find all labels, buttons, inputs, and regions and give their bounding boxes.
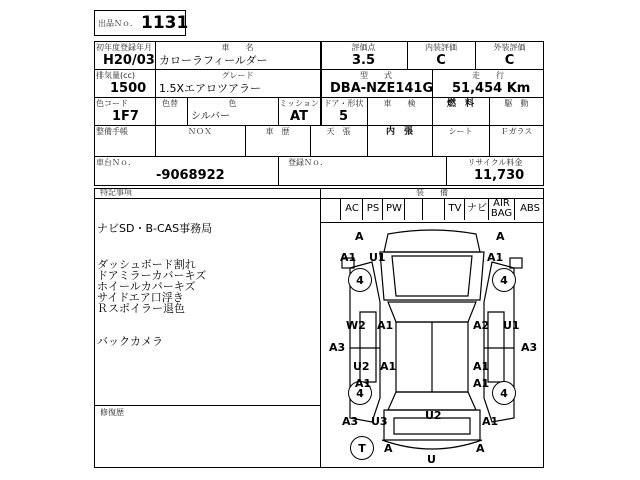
damage-mark: A bbox=[496, 230, 505, 243]
doors-value: 5 bbox=[339, 109, 349, 124]
damage-mark: U bbox=[427, 453, 436, 466]
score-value: 3.5 bbox=[351, 53, 376, 68]
color-value: シルバー bbox=[191, 111, 231, 122]
note-line: サイドエア口浮き bbox=[97, 291, 184, 304]
inspection-label: 車 検 bbox=[383, 99, 416, 108]
color-code-value: 1F7 bbox=[112, 109, 139, 124]
model-value: DBA-NZE141G bbox=[330, 81, 434, 96]
year-value: H20/03 bbox=[103, 53, 155, 68]
score-label: 評価点 bbox=[351, 43, 376, 52]
lot-number-value: 1131 bbox=[141, 13, 189, 33]
damage-mark: A1 bbox=[377, 319, 394, 332]
damage-mark: U3 bbox=[371, 415, 388, 428]
model-label: 型 式 bbox=[360, 71, 392, 80]
equip-airbag bbox=[488, 198, 514, 220]
damage-mark: A1 bbox=[487, 251, 504, 264]
cc-value: 1500 bbox=[110, 81, 147, 96]
equip-tv: TV bbox=[444, 198, 465, 220]
color-label: 色 bbox=[228, 99, 237, 108]
equip-airbag-line2: BAG bbox=[490, 208, 513, 219]
damage-mark: A1 bbox=[380, 360, 397, 373]
damage-mark: A bbox=[476, 442, 485, 455]
note-line: ホイールカバーキズ bbox=[97, 280, 196, 293]
lot-number-label: 出品Ｎｏ． bbox=[98, 19, 138, 28]
damage-mark: A bbox=[355, 230, 364, 243]
equip-blank bbox=[404, 198, 423, 220]
damage-mark: A1 bbox=[473, 377, 490, 390]
recycle-value: 11,730 bbox=[474, 168, 525, 183]
damage-mark: A1 bbox=[355, 377, 372, 390]
lot-number-box bbox=[94, 10, 189, 36]
year-label: 初年度登録年月 bbox=[96, 43, 152, 52]
grade-label: グレード bbox=[221, 71, 254, 80]
tire-front-right: 4 bbox=[492, 268, 516, 292]
tire-front-left: 4 bbox=[348, 268, 372, 292]
equip-ac: AC bbox=[340, 198, 363, 220]
cc-label: 排気量(cc) bbox=[96, 71, 136, 80]
grade-value: 1.5Xエアロツアラー bbox=[159, 82, 262, 95]
equip-abs: ABS bbox=[514, 198, 545, 220]
interior-label: 内装評価 bbox=[425, 43, 457, 52]
repair-history-label: 修復歴 bbox=[100, 408, 124, 417]
tire-rear-right: 4 bbox=[492, 381, 516, 405]
damage-mark: A3 bbox=[342, 415, 359, 428]
note-line: ドアミラーカバーキズ bbox=[97, 269, 207, 282]
manual-label: 整備手帳 bbox=[96, 127, 128, 136]
note-line: バックカメラ bbox=[97, 335, 163, 348]
note-line: ダッシュボード割れ bbox=[97, 258, 196, 271]
tire-rear-left: 4 bbox=[348, 381, 372, 405]
note-line: Ｒスポイラー退色 bbox=[97, 302, 185, 315]
mileage-label: 走 行 bbox=[472, 71, 504, 80]
doors-label: ドア・形状 bbox=[323, 99, 364, 108]
chassis-label: 車台Ｎｏ． bbox=[96, 158, 136, 167]
equipment-row bbox=[320, 198, 544, 223]
mission-label: ミッション bbox=[279, 99, 319, 108]
glass-label: Ｆガラス bbox=[500, 127, 533, 136]
damage-mark: A3 bbox=[329, 341, 346, 354]
fuel-label: 燃 料 bbox=[446, 99, 474, 109]
note-line: ナビSD・B-CAS事務局 bbox=[97, 222, 213, 235]
damage-mark: A1 bbox=[482, 415, 499, 428]
notes-label: 特記事項 bbox=[100, 188, 132, 197]
equip-airbag-line1: AIR bbox=[493, 198, 510, 209]
damage-mark: A2 bbox=[473, 319, 490, 332]
mission-value: AT bbox=[290, 109, 308, 124]
color-code-label: 色コード bbox=[96, 99, 128, 108]
interior-trim-label: 内 張 bbox=[385, 127, 413, 137]
equip-blank bbox=[422, 198, 445, 220]
name-label: 車 名 bbox=[221, 43, 254, 52]
damage-mark: A1 bbox=[473, 360, 490, 373]
damage-mark: U1 bbox=[503, 319, 520, 332]
interior-value: C bbox=[436, 53, 446, 68]
damage-mark: A bbox=[384, 442, 393, 455]
recycle-label: リサイクル料金 bbox=[467, 158, 523, 167]
seat-label: シート bbox=[448, 127, 473, 136]
equip-navi: ナビ bbox=[464, 198, 489, 220]
name-value: カローラフィールダー bbox=[159, 54, 268, 67]
equip-pw: PW bbox=[382, 198, 405, 220]
damage-mark: U2 bbox=[425, 409, 442, 422]
registration-label: 登録Ｎｏ． bbox=[288, 158, 328, 167]
trunk-marker: T bbox=[350, 436, 374, 460]
equipment-label: 装 備 bbox=[416, 188, 448, 197]
damage-mark: U1 bbox=[369, 251, 386, 264]
history-label: 車 歴 bbox=[265, 127, 290, 136]
sunroof-label: 天 張 bbox=[326, 127, 351, 136]
mileage-value: 51,454 Km bbox=[452, 81, 531, 96]
equip-ps: PS bbox=[362, 198, 383, 220]
damage-mark: W2 bbox=[346, 319, 366, 332]
damage-mark: U2 bbox=[353, 360, 370, 373]
exterior-value: C bbox=[504, 53, 515, 68]
chassis-value: -9068922 bbox=[156, 168, 225, 183]
drive-label: 駆 動 bbox=[504, 99, 529, 108]
nox-label: ＮＯＸ bbox=[188, 127, 212, 136]
damage-mark: A1 bbox=[340, 251, 357, 264]
exterior-label: 外装評価 bbox=[493, 43, 526, 52]
damage-mark: A3 bbox=[521, 341, 538, 354]
color-change-label: 色替 bbox=[162, 99, 178, 108]
